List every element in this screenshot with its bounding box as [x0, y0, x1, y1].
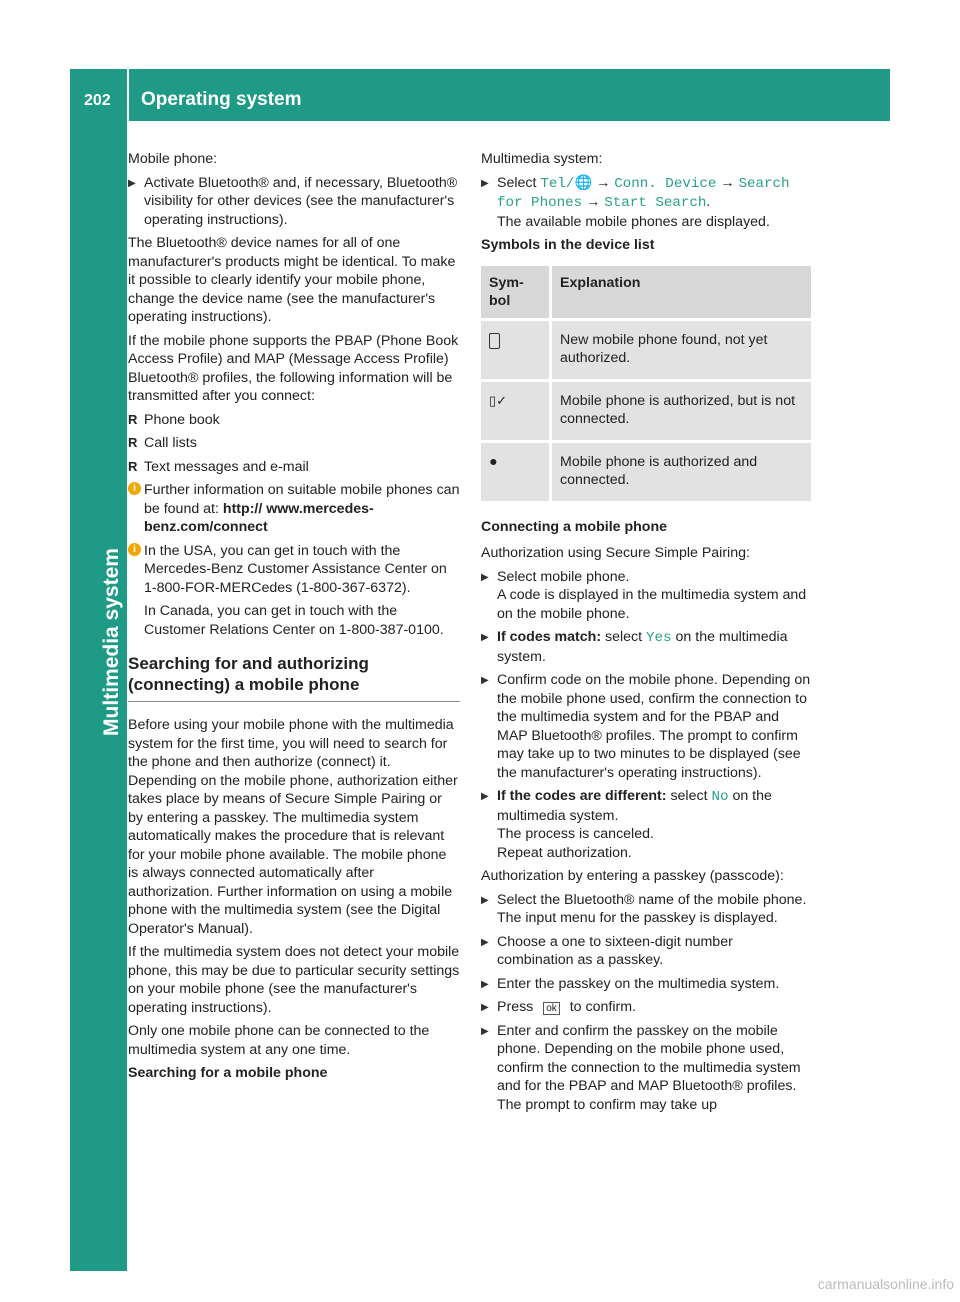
dot-icon: ●: [489, 453, 498, 470]
paragraph-pbap: If the mobile phone supports the PBAP (Phone Book Access Profile) and MAP (Message Access Profile) Bluetooth® profiles, the following information will be transmitted after you connect:: [128, 332, 459, 404]
step-text: Select the Bluetooth® name of the mobile phone.: [497, 891, 807, 908]
section-heading: Searching for and authorizing (connecting) a mobile phone: [128, 653, 460, 702]
table-row: [481, 382, 811, 440]
note-text: In the USA, you can get in touch with the Mercedes-Benz Customer Assistance Center on 1-800-FOR-MERCedes (1-800-367-6372).: [144, 542, 447, 596]
step-text: The input menu for the passkey is displayed.: [497, 910, 778, 926]
paragraph-detect: If the multimedia system does not detect your mobile phone, this may be due to particular security settings on your mobile phone (see the manufacturer's operating instructions).: [128, 944, 460, 1016]
step-press-ok: [481, 998, 813, 1017]
step-text: Press: [497, 999, 534, 1015]
step-confirm-code: ▶ Confirm code on the mobile phone. Depending on the mobile phone used, confirm the connection to the multimedia system and for the PBAP and MAP Bluetooth® profiles. The prompt to confirm may take up to two minutes to be displayed (see the manufacturer's operating instructions).: [481, 671, 813, 782]
arrow-icon: →: [720, 174, 735, 191]
note-canada: In Canada, you can get in touch with the Customer Relations Center on 1-800-387-0100.: [144, 603, 444, 638]
mobile-phone-label: Mobile phone:: [128, 151, 218, 167]
header-divider: [127, 69, 129, 121]
symbol-table: [481, 263, 811, 504]
paragraph-intro: Before using your mobile phone with the multimedia system for the first time, you will need to search for the phone and then authorize (connect) it. Depending on the mobile phone, authorization either takes place by means of Secure Simple Pairing or by entering a passkey. The multimedia system automatically makes the procedure that is relevant for your mobile phone available. The mobile phone is always connected automatically after authorization. Further information on using a mobile phone with the multimedia system (see the Digital Operator's Manual).: [128, 717, 458, 937]
ok-key-icon: ok: [543, 1002, 560, 1015]
step-codes-match: [481, 628, 813, 666]
phone-check-icon: ▯✓: [489, 392, 508, 408]
step-select-name: [481, 891, 813, 928]
page-number: 202: [84, 92, 111, 109]
step-text: A code is displayed in the multimedia system and on the mobile phone.: [497, 587, 807, 622]
table-row: [481, 443, 811, 501]
step-text: on the multimedia system.: [497, 629, 788, 665]
connect-heading: Connecting a mobile phone: [481, 518, 668, 535]
side-tab-label: Multimedia system: [100, 548, 123, 736]
bullet-item: R Call lists: [128, 434, 460, 453]
step-confirm-mobile: ▶ Enter and confirm the passkey on the mobile phone. Depending on the mobile phone used, confirm the connection to the multimedia system and for the PBAP and MAP Bluetooth® profiles. The prompt to confirm may take up: [481, 1022, 813, 1115]
bullet-item: R Phone book: [128, 411, 460, 430]
note-url[interactable]: http:// www.mercedes-benz.com/connect: [144, 500, 374, 535]
no-option[interactable]: No: [711, 789, 729, 805]
globe-icon: 🌐: [574, 174, 593, 191]
info-icon: i: [128, 543, 141, 556]
note-text: Further information on suitable mobile phones can be found at:: [144, 482, 460, 517]
info-note: [128, 481, 460, 537]
auth-ssp-label: Authorization using Secure Simple Pairing:: [481, 545, 750, 561]
auth-passkey-label: Authorization by entering a passkey (passcode):: [481, 868, 784, 884]
system-label: Multimedia system:: [481, 151, 603, 167]
subheading-search: Searching for a mobile phone: [128, 1065, 328, 1081]
step-result: The available mobile phones are displayed.: [497, 213, 770, 230]
step-text: select: [605, 629, 643, 645]
step-text: Select: [497, 174, 537, 191]
step-text: to confirm.: [569, 999, 636, 1015]
row-text: New mobile phone found, not yet authorized.: [552, 321, 811, 379]
watermark: carmanualsonline.info: [817, 1276, 954, 1292]
step-select-phone: [481, 568, 813, 624]
info-icon: i: [128, 482, 141, 495]
arrow-icon: →: [596, 174, 611, 191]
step-codes-different: [481, 787, 813, 862]
yes-option[interactable]: Yes: [646, 630, 672, 646]
paragraph-device-names: The Bluetooth® device names for all of one manufacturer's products might be identical. To make it possible to clearly identify your mobile phone, change the device name (see the manufacturer's operating instructions).: [128, 235, 456, 325]
step-text: The process is canceled.: [497, 826, 654, 842]
right-column: [481, 150, 813, 1119]
step-choose-passkey: ▶ Choose a one to sixteen-digit number combination as a passkey.: [481, 933, 813, 970]
table-row: [481, 321, 811, 379]
step-enter-passkey: ▶ Enter the passkey on the multimedia system.: [481, 975, 813, 994]
side-tab-marker: [70, 1147, 127, 1271]
step-condition: If codes match:: [497, 629, 602, 645]
step-text: Repeat authorization.: [497, 844, 632, 861]
section-title: Operating system: [141, 89, 302, 110]
paragraph-one-phone: Only one mobile phone can be connected to the multimedia system at any one time.: [128, 1023, 430, 1058]
row-text: Mobile phone is authorized, but is not connected.: [552, 382, 811, 440]
phone-icon: [489, 333, 500, 349]
row-text: Mobile phone is authorized and connected.: [552, 443, 811, 501]
column-explanation: Explanation: [552, 266, 811, 318]
step-text: on the multimedia system.: [497, 788, 772, 824]
menu-search-phones[interactable]: Search for Phones: [497, 175, 790, 211]
info-note: [128, 542, 460, 598]
step-condition: If the codes are different:: [497, 788, 667, 804]
step-text: select: [670, 788, 708, 804]
table-title: Symbols in the device list: [481, 237, 655, 253]
column-symbol: Sym- bol: [481, 266, 552, 318]
step-select-menu: ▶ Select Tel/🌐 → Conn. Device → Search for Phones → Start Search. The available mobile phones are displayed.: [481, 174, 813, 232]
arrow-icon: →: [586, 194, 601, 210]
step-text: Select mobile phone.: [497, 568, 630, 585]
menu-tel[interactable]: Tel/: [540, 175, 575, 192]
menu-conn-device[interactable]: Conn. Device: [614, 175, 717, 192]
step-activate-bluetooth: ▶ Activate Bluetooth® and, if necessary, Bluetooth® visibility for other devices (see the manufacturer's operating instructions).: [128, 174, 460, 230]
menu-start-search[interactable]: Start Search: [604, 195, 707, 211]
left-column: [128, 150, 460, 1088]
bullet-item: R Text messages and e-mail: [128, 458, 460, 477]
